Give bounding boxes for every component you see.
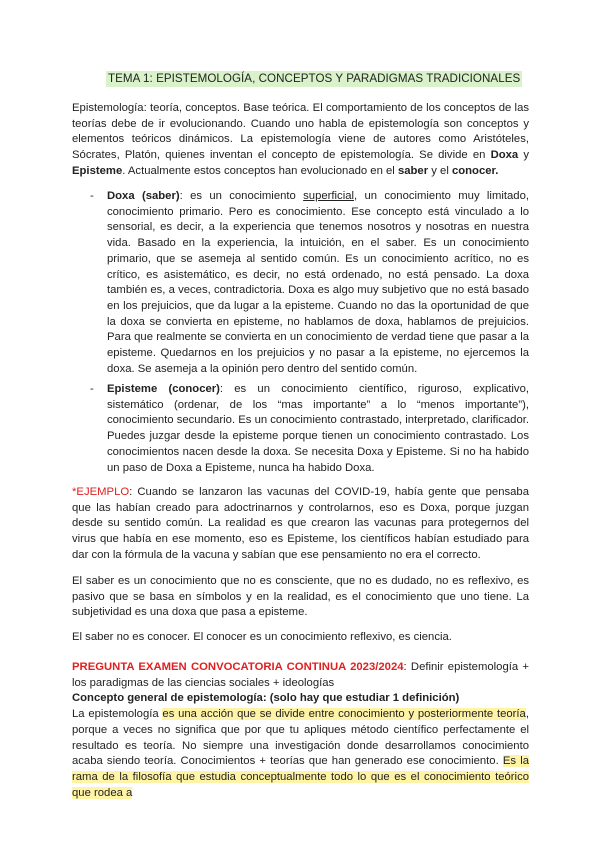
doxa-bullet bbox=[107, 189, 529, 377]
episteme-term: Episteme bbox=[72, 164, 123, 177]
bullet-dash-doxa: - bbox=[90, 190, 94, 202]
intro-text-2: y bbox=[518, 149, 529, 162]
intro-text-4: y el bbox=[428, 164, 452, 177]
doxa-term: Doxa bbox=[490, 149, 519, 162]
episteme-text: : es un conocimiento científico, riguroso, explicativo, sistemático (ordenar, de los “mas importante” a lo “menos importante”), conocimiento secundario. Es un conocimiento contrastado, interpretado, clarificador. Puedes juzgar desde la episteme porque tienen un conocimiento contrastado. Los conocimientos nacen desde la doxa. Se necesita Doxa y Episteme. Si no ha habido un paso de Doxa a Episteme, nunca ha habido Doxa. bbox=[107, 383, 529, 474]
saber-conocer-paragraph: El saber no es conocer. El conocer es un conocimiento reflexivo, es ciencia. bbox=[72, 631, 452, 643]
concept-heading: Concepto general de epistemología: (solo hay que estudiar 1 definición) bbox=[72, 692, 460, 705]
example-text: : Cuando se lanzaron las vacunas del COVID-19, había gente que pensaba que las habían creado para adoctrinarnos y controlarnos, eso es Doxa, porque juzgan desde su sentido común. La realidad es que crearon las vacunas para protegernos del virus que había en ese momento, eso es Episteme, los científicos habían estudiado para dar con la fórmula de la vacuna y sabían que ese pensamiento no era el correcto. bbox=[72, 486, 529, 561]
definition-text-2: , porque a veces no significa que por que tu apliques método científico perfectamente el resultado es teoría. No siempre una investigación donde desarrollamos conocimiento acaba siendo teoría. Conocimientos + teorías que han generado ese conocimiento. bbox=[72, 708, 529, 768]
example-asterisk: * bbox=[72, 486, 77, 498]
episteme-heading: Episteme (conocer) bbox=[107, 383, 220, 395]
episteme-bullet bbox=[107, 382, 529, 476]
intro-text-3: . Actualmente estos conceptos han evolucionado en el bbox=[122, 164, 398, 177]
exam-question-section bbox=[72, 660, 529, 801]
saber-term: saber bbox=[397, 164, 429, 177]
exam-question-label: PREGUNTA EXAMEN CONVOCATORIA CONTINUA 2023/2024 bbox=[72, 661, 404, 673]
intro-paragraph bbox=[72, 101, 529, 180]
exam-question bbox=[72, 660, 529, 691]
intro-text-1: Epistemología: teoría, conceptos. Base teórica. El comportamiento de los conceptos de las teorías debe de ir evolucionando. Cuando uno habla de epistemología son conceptos y elementos teóricos dinámicos. La epistemología viene de autores como Aristóteles, Sócrates, Platón, quienes inventan el concepto de epistemología. Se divide en bbox=[72, 102, 529, 162]
example-paragraph bbox=[72, 485, 529, 564]
conocer-term: conocer. bbox=[451, 164, 499, 177]
saber-paragraph: El saber es un conocimiento que no es consciente, que no es dudado, no es reflexivo, es pasivo que se basa en símbolos y en la realidad, es el conocimiento que uno tiene. La subjetividad es una doxa que pasa a episteme. bbox=[72, 575, 529, 619]
exam-question-text: : Definir epistemología + los paradigmas de las ciencias sociales + ideologías bbox=[72, 661, 529, 689]
doxa-heading: Doxa (saber) bbox=[107, 190, 180, 202]
bullet-dash-episteme: - bbox=[90, 383, 94, 395]
doxa-text-1: : es un conocimiento bbox=[179, 190, 304, 202]
definition-text-1: La epistemología bbox=[72, 708, 163, 721]
superficial-word: superficial bbox=[303, 190, 354, 202]
example-label: EJEMPLO bbox=[76, 486, 130, 498]
definition-highlight-1: es una acción que se divide entre conocimiento y posteriormente teoría bbox=[162, 708, 526, 721]
definition-paragraph bbox=[72, 707, 529, 801]
doxa-text-2: , un conocimiento muy limitado, conocimiento primario. Pero es conocimiento. Ese concepto está vinculado a lo sensorial, es decir, a la experiencia que tenemos nosotros y nosotras en nuestra vida. Basado en la experiencia, la intuición, en el saber. Es un conocimiento primario, que se asemeja al sentido común. Es un conocimiento acrítico, no es crítico, es asistemático, es decir, no está ordenado, no está pensado. La doxa también es, a veces, contradictoria. Doxa es algo muy subjetivo que no está basado en los prejuicios, que da lugar a la episteme. Cuando no das la oportunidad de que la doxa se convierta en episteme, no hablamos de doxa, hablamos de prejuicios. Para que realmente se convierta en un conocimiento de verdad tiene que pasar a la episteme. Quedarnos en los prejuicios y no pasar a la episteme, no ejercemos la doxa. Se asemeja a la opinión pero dentro del sentido común. bbox=[107, 190, 529, 375]
page-title: TEMA 1: EPISTEMOLOGÍA, CONCEPTOS Y PARADIGMAS TRADICIONALES bbox=[108, 72, 521, 85]
definition-highlight-2: Es la rama de la filosofía que estudia conceptualmente todo lo que es el conocimiento teórico que rodea a bbox=[72, 755, 529, 799]
